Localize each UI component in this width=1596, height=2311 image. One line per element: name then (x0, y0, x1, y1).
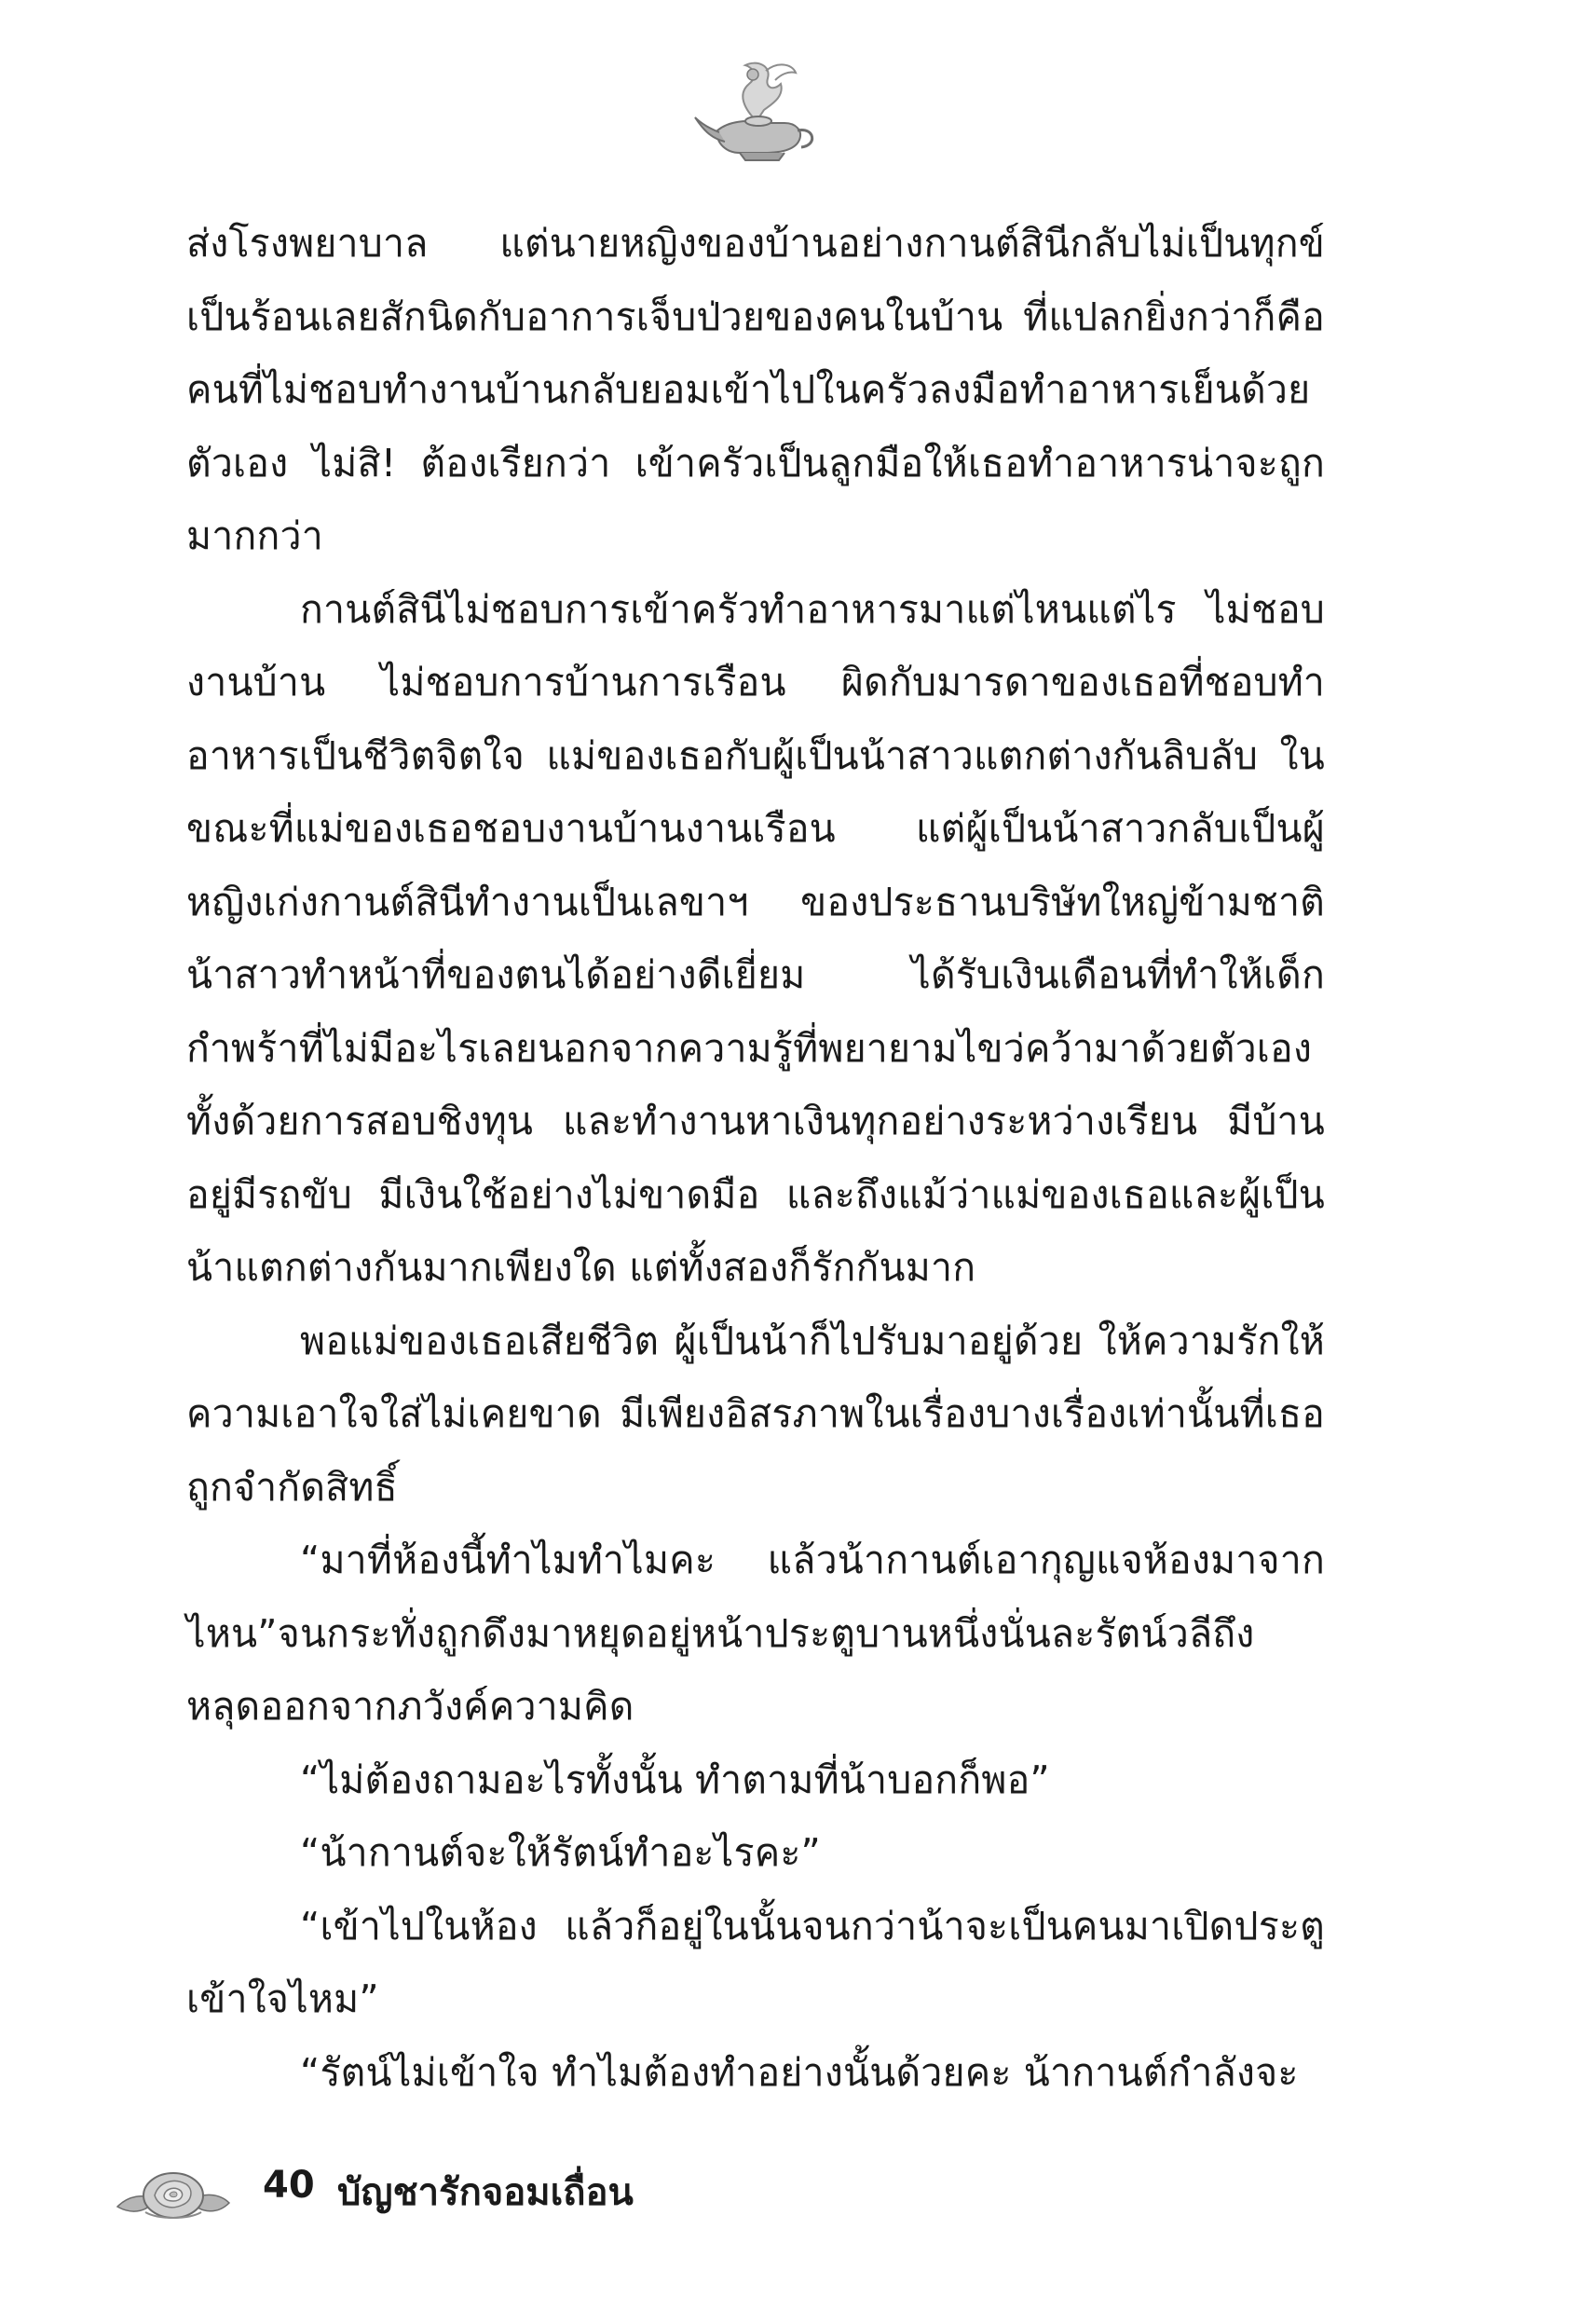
paragraph-2: กานต์สินีไม่ชอบการเข้าครัวทำอาหารมาแต่ไหนแต่ไร ไม่ชอบงานบ้าน ไม่ชอบการบ้านการเรือน ผิดกับมารดาของเธอที่ชอบทำอาหารเป็นชีวิตจิตใจ แม่ของเธอกับผู้เป็นน้าสาวแตกต่างกันลิบลับ ในขณะที่แม่ของเธอชอบงานบ้านงานเรือน แต่ผู้เป็นน้าสาวกลับเป็นผู้หญิงเก่งกานต์สินีทำงานเป็นเลขาฯ ของประธานบริษัทใหญ่ข้ามชาติ น้าสาวทำหน้าที่ของตนได้อย่างดีเยี่ยม ได้รับเงินเดือนที่ทำให้เด็กกำพร้าที่ไม่มีอะไรเลยนอกจากความรู้ที่พยายามไขว่คว้ามาด้วยตัวเอง ทั้งด้วยการสอบชิงทุน และทำงานหาเงินทุกอย่างระหว่างเรียน มีบ้านอยู่มีรถขับ มีเงินใช้อย่างไม่ขาดมือ และถึงแม้ว่าแม่ของเธอและผู้เป็นน้าแตกต่างกันมากเพียงใด แต่ทั้งสองก็รักกันมาก (186, 586, 1325, 1290)
page-number: 40 (263, 2164, 315, 2207)
paragraph-6: “น้ากานต์จะให้รัตน์ทำอะไรคะ” (300, 1830, 821, 1875)
rose-icon (112, 2158, 233, 2225)
paragraph-1: ส่งโรงพยาบาล แต่นายหญิงของบ้านอย่างกานต์สินีกลับไม่เป็นทุกข์เป็นร้อนเลยสักนิดกับอาการเจ็บป่วยของคนในบ้าน ที่แปลกยิ่งกว่าก็คือคนที่ไม่ชอบทำงานบ้านกลับยอมเข้าไปในครัวลงมือทำอาหารเย็นด้วยตัวเอง ไม่สิ! ต้องเรียกว่า เข้าครัวเป็นลูกมือให้เธอทำอาหารน่าจะถูกมากกว่า (186, 221, 1325, 558)
book-title: บัญชารักจอมเถื่อน (337, 2171, 634, 2214)
genie-lamp-icon (691, 56, 822, 166)
body-text (186, 207, 1325, 2109)
paragraph-3: พอแม่ของเธอเสียชีวิต ผู้เป็นน้าก็ไปรับมาอยู่ด้วย ให้ความรักให้ความเอาใจใส่ไม่เคยขาด มีเพียงอิสรภาพในเรื่องบางเรื่องเท่านั้นที่เธอถูกจำกัดสิทธิ์ (186, 1318, 1325, 1510)
page-footer (112, 2158, 950, 2233)
paragraph-5: “ไม่ต้องถามอะไรทั้งนั้น ทำตามที่น้าบอกก็พอ” (300, 1757, 1050, 1802)
paragraph-4: “มาที่ห้องนี้ทำไมทำไมคะ แล้วน้ากานต์เอากุญแจห้องมาจากไหน”จนกระทั่งถูกดึงมาหยุดอยู่หน้าประตูบานหนึ่งนั่นละรัตน์วลีถึงหลุดออกจากภวังค์ความคิด (186, 1538, 1325, 1729)
paragraph-7: “เข้าไปในห้อง แล้วก็อยู่ในนั้นจนกว่าน้าจะเป็นคนมาเปิดประตูเข้าใจไหม” (186, 1903, 1325, 2021)
paragraph-8: “รัตน์ไม่เข้าใจ ทำไมต้องทำอย่างนั้นด้วยคะ น้ากานต์กำลังจะ (300, 2049, 1299, 2095)
